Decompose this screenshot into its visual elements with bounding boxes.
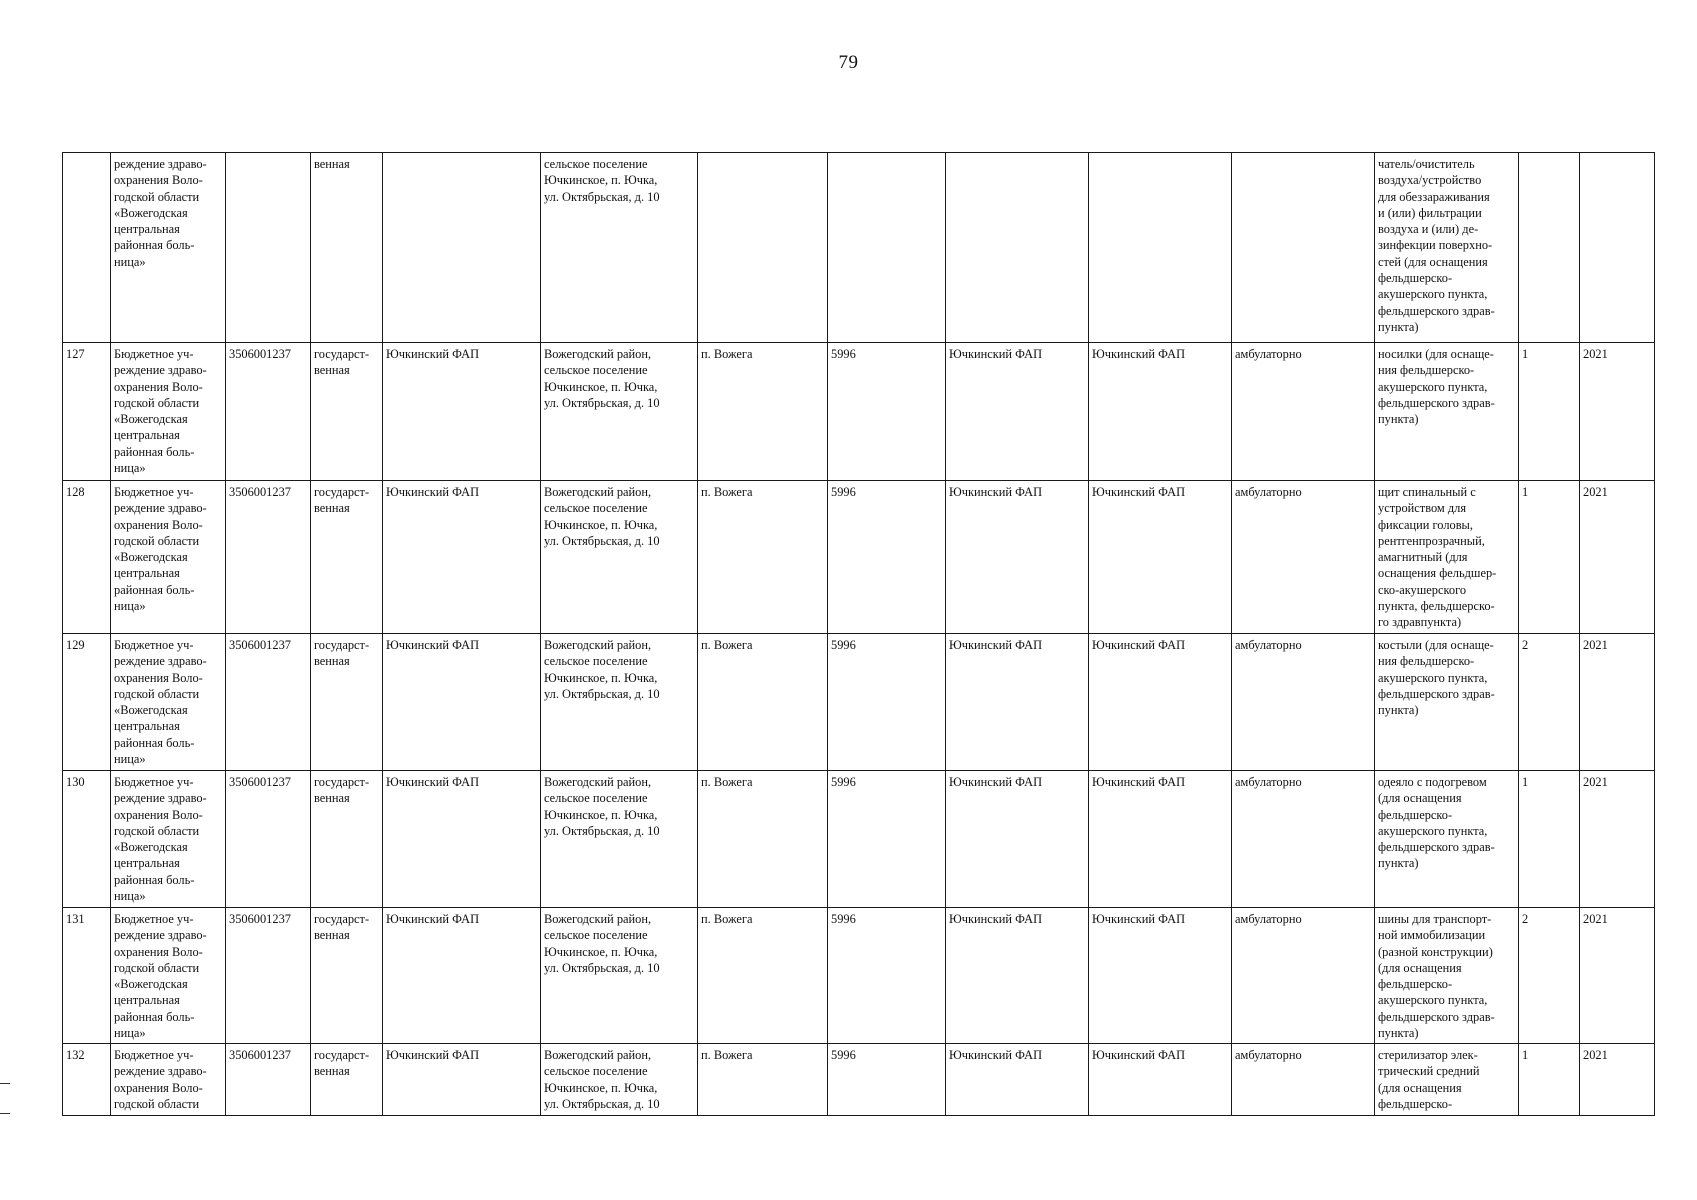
cell-care-form — [1232, 771, 1375, 908]
equipment-description-text: шины для транспорт- ной иммобилизации (разной конструкции) (для оснащения фельдшерско- акушерского пункта, фельдшерского здрав- пункта) — [1378, 912, 1495, 1041]
inn-code-text: 3506001237 — [229, 775, 291, 789]
equipment-description-text: стерилизатор элек- трический средний (для оснащения фельдшерско- — [1378, 1048, 1480, 1111]
ownership-form-text: государст- венная — [314, 347, 370, 378]
cell-locality — [698, 1044, 828, 1116]
delivery-year-text: 2021 — [1583, 485, 1608, 499]
institution-name-text: Бюджетное уч- реждение здраво- охранения Воло- годской области «Вожегодская центральная районная боль- ница» — [114, 347, 207, 476]
unit-name-text: Ючкинский ФАП — [949, 912, 1043, 926]
cell-population-count — [828, 153, 946, 343]
cell-equipment-quantity — [1519, 1044, 1580, 1116]
equipment-description-text: костыли (для оснаще- ния фельдшерско- акушерского пункта, фельдшерского здрав- пункта) — [1378, 638, 1495, 718]
cell-population-count — [828, 1044, 946, 1116]
table-row — [63, 634, 1655, 771]
institution-name-text: Бюджетное уч- реждение здраво- охранения Воло- годской области «Вожегодская центральная районная боль- ница» — [114, 485, 207, 614]
cell-care-form — [1232, 634, 1375, 771]
locality-text: п. Вожега — [701, 638, 753, 652]
unit-name-text: Ючкинский ФАП — [949, 775, 1043, 789]
care-form-text: амбулаторно — [1235, 775, 1302, 789]
cell-delivery-year — [1580, 481, 1655, 634]
institution-name-text: реждение здраво- охранения Воло- годской области «Вожегодская центральная районная боль- ница» — [114, 157, 207, 269]
cell-unit-name — [946, 1044, 1089, 1116]
unit-name-text: Ючкинский ФАП — [949, 638, 1043, 652]
unit-name-secondary-text: Ючкинский ФАП — [1092, 347, 1186, 361]
cell-row-number — [63, 634, 111, 771]
inn-code-text: 3506001237 — [229, 912, 291, 926]
ownership-form-text: государст- венная — [314, 638, 370, 669]
equipment-quantity-text: 1 — [1522, 485, 1529, 499]
cell-facility-name — [383, 634, 541, 771]
cell-facility-name — [383, 481, 541, 634]
cell-locality — [698, 153, 828, 343]
unit-name-secondary-text: Ючкинский ФАП — [1092, 485, 1186, 499]
table-row — [63, 343, 1655, 481]
ownership-form-text: государст- венная — [314, 485, 370, 516]
cell-equipment-quantity — [1519, 634, 1580, 771]
equipment-description-text: щит спинальный с устройством для фиксации головы, рентгенпрозрачный, амагнитный (для оснащения фельдшер- ско-акушерского пункта, фельдшерско- го здравпункта) — [1378, 485, 1497, 630]
row-number-text: 132 — [66, 1048, 85, 1062]
cell-ownership-form — [311, 481, 383, 634]
institution-name-text: Бюджетное уч- реждение здраво- охранения Воло- годской области «Вожегодская центральная районная боль- ница» — [114, 775, 207, 904]
unit-name-secondary-text: Ючкинский ФАП — [1092, 638, 1186, 652]
cell-equipment-description — [1375, 153, 1519, 343]
cell-unit-name-secondary — [1089, 1044, 1232, 1116]
cell-facility-address — [541, 634, 698, 771]
cell-delivery-year — [1580, 634, 1655, 771]
care-form-text: амбулаторно — [1235, 347, 1302, 361]
table-body — [63, 153, 1655, 1116]
cell-equipment-description — [1375, 1044, 1519, 1116]
cell-locality — [698, 343, 828, 481]
cell-inn-code — [226, 771, 311, 908]
cell-unit-name-secondary — [1089, 481, 1232, 634]
cell-delivery-year — [1580, 771, 1655, 908]
equipment-quantity-text: 1 — [1522, 347, 1529, 361]
table-row — [63, 1044, 1655, 1116]
cell-ownership-form — [311, 1044, 383, 1116]
cell-equipment-quantity — [1519, 343, 1580, 481]
unit-name-secondary-text: Ючкинский ФАП — [1092, 775, 1186, 789]
row-number-text: 131 — [66, 912, 85, 926]
cell-row-number — [63, 1044, 111, 1116]
cell-facility-address — [541, 343, 698, 481]
page-number: 79 — [838, 52, 859, 73]
cell-row-number — [63, 153, 111, 343]
facility-name-text: Ючкинский ФАП — [386, 638, 480, 652]
cell-care-form — [1232, 343, 1375, 481]
cell-unit-name-secondary — [1089, 634, 1232, 771]
cell-population-count — [828, 634, 946, 771]
cell-institution-name — [111, 153, 226, 343]
population-count-text: 5996 — [831, 638, 856, 652]
cell-care-form — [1232, 1044, 1375, 1116]
margin-mark — [0, 1083, 10, 1084]
facility-address-text: Вожегодский район, сельское поселение Ючкинское, п. Ючка, ул. Октябрьская, д. 10 — [544, 1048, 660, 1111]
table-row — [63, 153, 1655, 343]
equipment-description-text: чатель/очиститель воздуха/устройство для обеззараживания и (или) фильтрации воздуха и (или) де- зинфекции поверхно- стей (для оснащения фельдшерско- акушерского пункта, фельдшерского здрав- пункта) — [1378, 157, 1495, 334]
inn-code-text: 3506001237 — [229, 1048, 291, 1062]
cell-unit-name-secondary — [1089, 343, 1232, 481]
cell-unit-name — [946, 908, 1089, 1044]
cell-equipment-description — [1375, 343, 1519, 481]
facility-address-text: Вожегодский район, сельское поселение Ючкинское, п. Ючка, ул. Октябрьская, д. 10 — [544, 347, 660, 410]
cell-row-number — [63, 771, 111, 908]
cell-institution-name — [111, 634, 226, 771]
population-count-text: 5996 — [831, 775, 856, 789]
inn-code-text: 3506001237 — [229, 485, 291, 499]
cell-delivery-year — [1580, 1044, 1655, 1116]
cell-unit-name — [946, 771, 1089, 908]
cell-inn-code — [226, 908, 311, 1044]
population-count-text: 5996 — [831, 347, 856, 361]
table-row — [63, 908, 1655, 1044]
care-form-text: амбулаторно — [1235, 638, 1302, 652]
facility-name-text: Ючкинский ФАП — [386, 775, 480, 789]
locality-text: п. Вожега — [701, 485, 753, 499]
cell-row-number — [63, 908, 111, 1044]
delivery-year-text: 2021 — [1583, 912, 1608, 926]
cell-row-number — [63, 343, 111, 481]
equipment-description-text: носилки (для оснаще- ния фельдшерско- акушерского пункта, фельдшерского здрав- пункта) — [1378, 347, 1495, 427]
facility-name-text: Ючкинский ФАП — [386, 1048, 480, 1062]
unit-name-text: Ючкинский ФАП — [949, 1048, 1043, 1062]
care-form-text: амбулаторно — [1235, 1048, 1302, 1062]
equipment-register-table — [62, 152, 1655, 1116]
cell-equipment-description — [1375, 771, 1519, 908]
cell-ownership-form — [311, 634, 383, 771]
cell-institution-name — [111, 343, 226, 481]
cell-institution-name — [111, 908, 226, 1044]
cell-unit-name — [946, 634, 1089, 771]
cell-facility-name — [383, 1044, 541, 1116]
cell-unit-name — [946, 343, 1089, 481]
institution-name-text: Бюджетное уч- реждение здраво- охранения Воло- годской области «Вожегодская центральная районная боль- ница» — [114, 912, 207, 1041]
facility-name-text: Ючкинский ФАП — [386, 912, 480, 926]
row-number-text: 129 — [66, 638, 85, 652]
cell-institution-name — [111, 771, 226, 908]
cell-delivery-year — [1580, 343, 1655, 481]
care-form-text: амбулаторно — [1235, 912, 1302, 926]
ownership-form-text: венная — [314, 157, 350, 171]
cell-equipment-quantity — [1519, 153, 1580, 343]
locality-text: п. Вожега — [701, 1048, 753, 1062]
delivery-year-text: 2021 — [1583, 638, 1608, 652]
cell-unit-name — [946, 153, 1089, 343]
facility-name-text: Ючкинский ФАП — [386, 347, 480, 361]
cell-care-form — [1232, 153, 1375, 343]
cell-locality — [698, 771, 828, 908]
care-form-text: амбулаторно — [1235, 485, 1302, 499]
cell-unit-name-secondary — [1089, 771, 1232, 908]
cell-locality — [698, 908, 828, 1044]
equipment-quantity-text: 2 — [1522, 912, 1529, 926]
facility-address-text: сельское поселение Ючкинское, п. Ючка, ул. Октябрьская, д. 10 — [544, 157, 660, 204]
cell-facility-address — [541, 1044, 698, 1116]
equipment-quantity-text: 1 — [1522, 775, 1529, 789]
cell-care-form — [1232, 481, 1375, 634]
cell-inn-code — [226, 634, 311, 771]
inn-code-text: 3506001237 — [229, 638, 291, 652]
unit-name-text: Ючкинский ФАП — [949, 347, 1043, 361]
cell-facility-address — [541, 153, 698, 343]
facility-address-text: Вожегодский район, сельское поселение Ючкинское, п. Ючка, ул. Октябрьская, д. 10 — [544, 485, 660, 548]
cell-equipment-description — [1375, 634, 1519, 771]
cell-inn-code — [226, 481, 311, 634]
cell-population-count — [828, 908, 946, 1044]
cell-population-count — [828, 771, 946, 908]
cell-population-count — [828, 481, 946, 634]
cell-equipment-description — [1375, 481, 1519, 634]
unit-name-secondary-text: Ючкинский ФАП — [1092, 1048, 1186, 1062]
cell-facility-address — [541, 908, 698, 1044]
cell-facility-name — [383, 343, 541, 481]
ownership-form-text: государст- венная — [314, 912, 370, 943]
equipment-description-text: одеяло с подогревом (для оснащения фельдшерско- акушерского пункта, фельдшерского здрав- пункта) — [1378, 775, 1495, 871]
cell-inn-code — [226, 153, 311, 343]
equipment-quantity-text: 2 — [1522, 638, 1529, 652]
cell-equipment-quantity — [1519, 908, 1580, 1044]
cell-unit-name-secondary — [1089, 153, 1232, 343]
ownership-form-text: государст- венная — [314, 1048, 370, 1079]
institution-name-text: Бюджетное уч- реждение здраво- охранения Воло- годской области «Вожегодская центральная районная боль- ница» — [114, 638, 207, 767]
delivery-year-text: 2021 — [1583, 347, 1608, 361]
locality-text: п. Вожега — [701, 347, 753, 361]
cell-ownership-form — [311, 771, 383, 908]
locality-text: п. Вожега — [701, 912, 753, 926]
facility-address-text: Вожегодский район, сельское поселение Ючкинское, п. Ючка, ул. Октябрьская, д. 10 — [544, 912, 660, 975]
ownership-form-text: государст- венная — [314, 775, 370, 806]
facility-name-text: Ючкинский ФАП — [386, 485, 480, 499]
table-row — [63, 771, 1655, 908]
cell-unit-name — [946, 481, 1089, 634]
unit-name-secondary-text: Ючкинский ФАП — [1092, 912, 1186, 926]
cell-equipment-description — [1375, 908, 1519, 1044]
institution-name-text: Бюджетное уч- реждение здраво- охранения Воло- годской области — [114, 1048, 207, 1111]
cell-facility-name — [383, 153, 541, 343]
locality-text: п. Вожега — [701, 775, 753, 789]
row-number-text: 128 — [66, 485, 85, 499]
cell-facility-address — [541, 481, 698, 634]
delivery-year-text: 2021 — [1583, 1048, 1608, 1062]
equipment-quantity-text: 1 — [1522, 1048, 1529, 1062]
cell-ownership-form — [311, 153, 383, 343]
cell-delivery-year — [1580, 153, 1655, 343]
cell-ownership-form — [311, 343, 383, 481]
row-number-text: 130 — [66, 775, 85, 789]
cell-unit-name-secondary — [1089, 908, 1232, 1044]
row-number-text: 127 — [66, 347, 85, 361]
cell-facility-address — [541, 771, 698, 908]
cell-ownership-form — [311, 908, 383, 1044]
cell-locality — [698, 481, 828, 634]
cell-inn-code — [226, 1044, 311, 1116]
cell-equipment-quantity — [1519, 771, 1580, 908]
cell-care-form — [1232, 908, 1375, 1044]
table-row — [63, 481, 1655, 634]
cell-population-count — [828, 343, 946, 481]
cell-institution-name — [111, 481, 226, 634]
cell-inn-code — [226, 343, 311, 481]
cell-delivery-year — [1580, 908, 1655, 1044]
population-count-text: 5996 — [831, 912, 856, 926]
cell-facility-name — [383, 908, 541, 1044]
population-count-text: 5996 — [831, 1048, 856, 1062]
cell-equipment-quantity — [1519, 481, 1580, 634]
margin-mark — [0, 1113, 10, 1114]
facility-address-text: Вожегодский район, сельское поселение Ючкинское, п. Ючка, ул. Октябрьская, д. 10 — [544, 775, 660, 838]
inn-code-text: 3506001237 — [229, 347, 291, 361]
cell-facility-name — [383, 771, 541, 908]
population-count-text: 5996 — [831, 485, 856, 499]
cell-row-number — [63, 481, 111, 634]
delivery-year-text: 2021 — [1583, 775, 1608, 789]
cell-locality — [698, 634, 828, 771]
facility-address-text: Вожегодский район, сельское поселение Ючкинское, п. Ючка, ул. Октябрьская, д. 10 — [544, 638, 660, 701]
unit-name-text: Ючкинский ФАП — [949, 485, 1043, 499]
cell-institution-name — [111, 1044, 226, 1116]
